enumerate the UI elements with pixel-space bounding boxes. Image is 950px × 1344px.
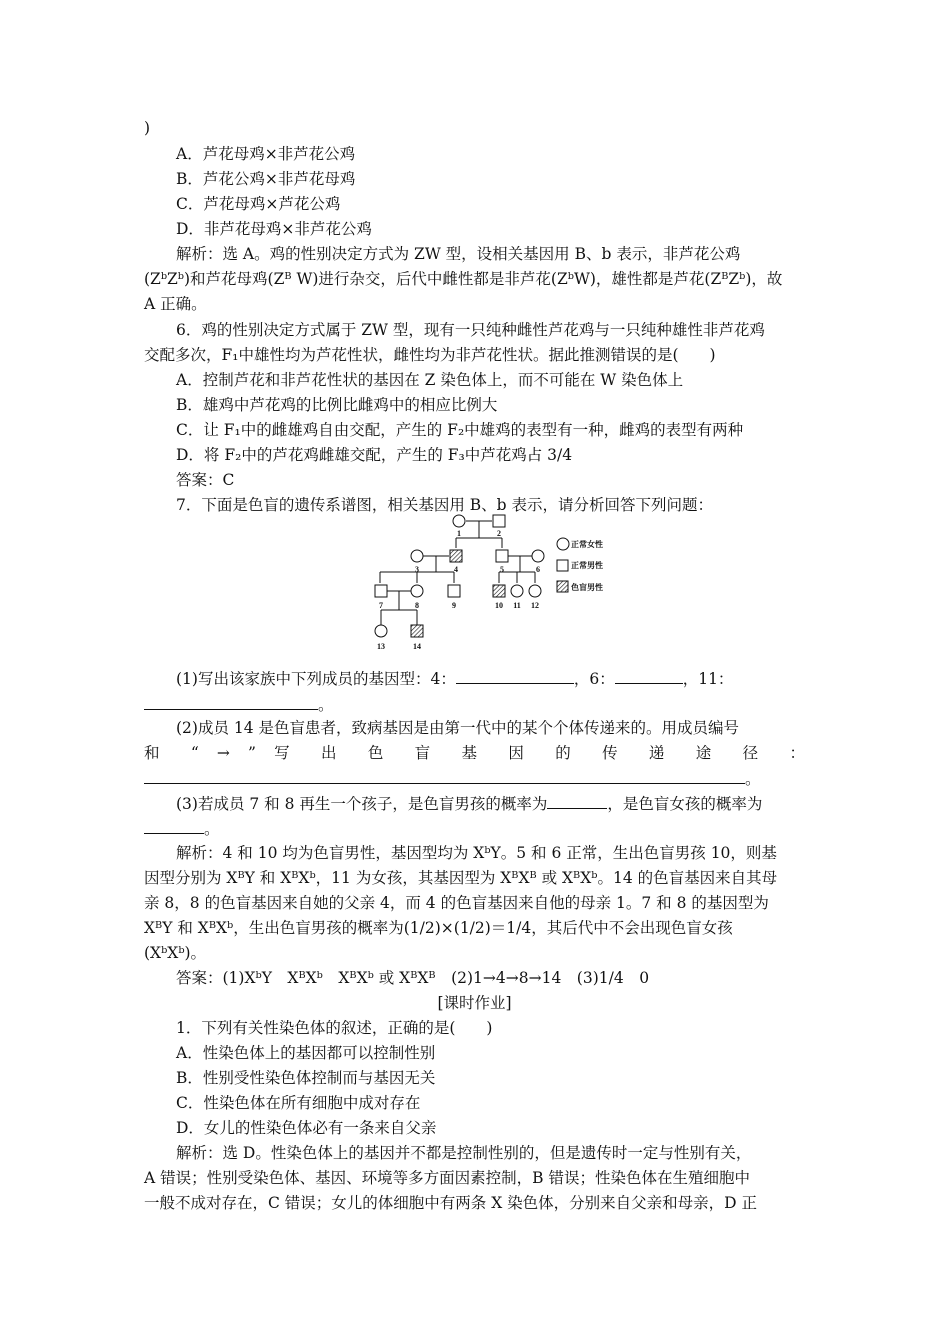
pedigree-label: 10 bbox=[495, 601, 503, 610]
question-text: (1)写出该家族中下列成员的基因型：4： bbox=[176, 670, 456, 688]
question-line: (2)成员 14 是色盲患者，致病基因是由第一代中的某个个体传递来的。用成员编号 bbox=[176, 719, 740, 737]
analysis-line: 亲 8，8 的色盲基因来自她的父亲 4，而 4 的色盲基因来自他的母亲 1。7 和 8 的基因型为 bbox=[144, 894, 769, 912]
answer-blank bbox=[615, 668, 683, 684]
analysis-line: 解析：选 A。鸡的性别决定方式为 ZW 型，设相关基因用 B、b 表示，非芦花公鸡 bbox=[176, 245, 741, 263]
question-line: 和 “ → ” 写 出 色 盲 基 因 的 传 递 途 径 ： bbox=[144, 744, 805, 762]
pedigree-label: 1 bbox=[457, 529, 461, 538]
question-line: 7．下面是色盲的遗传系谱图，相关基因用 B、b 表示，请分析回答下列问题： bbox=[176, 496, 714, 514]
question-line: 1．下列有关性染色体的叙述，正确的是( ) bbox=[176, 1019, 493, 1037]
question-text: ，11： bbox=[682, 670, 734, 688]
analysis-line: (XᵇXᵇ)。 bbox=[144, 944, 207, 962]
analysis-line: XᴮY 和 XᴮXᵇ，生出色盲男孩的概率为(1/2)×(1/2)＝1/4，其后代中不会出现色盲女孩 bbox=[144, 919, 733, 937]
pedigree-label: 4 bbox=[454, 565, 458, 574]
pedigree-member-3 bbox=[411, 550, 423, 562]
question-line bbox=[144, 768, 761, 789]
option-line: C．让 F₁中的雌雄鸡自由交配，产生的 F₂中雄鸡的表型有一种，雌鸡的表型有两种 bbox=[176, 421, 744, 439]
option-line: B．芦花公鸡×非芦花母鸡 bbox=[176, 170, 356, 188]
option-line: A．芦花母鸡×非芦花公鸡 bbox=[176, 145, 356, 163]
question-line bbox=[144, 818, 220, 839]
pedigree-label: 14 bbox=[413, 642, 421, 651]
pedigree-member-11 bbox=[511, 585, 523, 597]
pedigree-label: 7 bbox=[379, 601, 383, 610]
pedigree-label: 13 bbox=[377, 642, 385, 651]
pedigree-label: 2 bbox=[497, 529, 501, 538]
pedigree-label: 6 bbox=[536, 565, 540, 574]
answer-blank bbox=[144, 818, 204, 834]
option-line: C．性染色体在所有细胞中成对存在 bbox=[176, 1094, 421, 1112]
pedigree-chart bbox=[360, 512, 630, 654]
legend-female-icon bbox=[557, 538, 569, 550]
pedigree-label: 8 bbox=[415, 601, 419, 610]
question-line bbox=[176, 793, 762, 814]
option-line: B．雄鸡中芦花鸡的比例比雌鸡中的相应比例大 bbox=[176, 396, 498, 414]
pedigree-label: 12 bbox=[531, 601, 539, 610]
pedigree-member-1 bbox=[453, 515, 465, 527]
option-line: C．芦花母鸡×芦花公鸡 bbox=[176, 195, 341, 213]
analysis-line: 一般不成对存在，C 错误；女儿的体细胞中有两条 X 染色体，分别来自父亲和母亲，D 正 bbox=[144, 1194, 758, 1212]
pedigree-label: 3 bbox=[415, 565, 419, 574]
pedigree-member-14 bbox=[411, 625, 423, 637]
option-line: D．非芦花母鸡×非芦花公鸡 bbox=[176, 220, 372, 238]
analysis-line: 因型分别为 XᴮY 和 XᴮXᵇ，11 为女孩，其基因型为 XᴮXᴮ 或 XᴮXᵇ。14 的色盲基因来自其母 bbox=[144, 869, 778, 887]
legend-label: 正常男性 bbox=[571, 561, 603, 570]
option-line: D．女儿的性染色体必有一条来自父亲 bbox=[176, 1119, 437, 1137]
text-line: ) bbox=[144, 119, 151, 137]
question-text: (3)若成员 7 和 8 再生一个孩子，是色盲男孩的概率为 bbox=[176, 795, 548, 813]
pedigree-member-7 bbox=[375, 585, 387, 597]
answer-blank bbox=[144, 768, 745, 784]
answer-blank bbox=[456, 668, 574, 684]
legend-male-icon bbox=[557, 560, 568, 571]
analysis-line: A 错误；性别受染色体、基因、环境等多方面因素控制，B 错误；性染色体在生殖细胞中 bbox=[144, 1169, 750, 1187]
pedigree-member-10 bbox=[493, 585, 505, 597]
pedigree-member-2 bbox=[493, 515, 505, 527]
pedigree-member-12 bbox=[529, 585, 541, 597]
question-text: 。 bbox=[318, 696, 334, 714]
legend-label: 正常女性 bbox=[571, 540, 603, 549]
pedigree-label: 11 bbox=[513, 601, 521, 610]
pedigree-member-9 bbox=[448, 585, 460, 597]
option-line: A．控制芦花和非芦花性状的基因在 Z 染色体上，而不可能在 W 染色体上 bbox=[176, 371, 684, 389]
question-text: 。 bbox=[745, 770, 761, 788]
legend-colorblind-icon bbox=[557, 581, 568, 592]
option-line: A．性染色体上的基因都可以控制性别 bbox=[176, 1044, 436, 1062]
answer-blank bbox=[144, 694, 318, 710]
question-line bbox=[176, 668, 733, 689]
question-line bbox=[144, 694, 334, 715]
analysis-line: A 正确。 bbox=[144, 295, 207, 313]
pedigree-member-8 bbox=[411, 585, 423, 597]
analysis-line: 解析：选 D。性染色体上的基因并不都是控制性别的，但是遗传时一定与性别有关， bbox=[176, 1144, 752, 1162]
section-heading: [课时作业] bbox=[437, 994, 512, 1012]
question-line: 交配多次，F₁中雄性均为芦花性状，雌性均为非芦花性状。据此推测错误的是( ) bbox=[144, 346, 716, 364]
pedigree-label: 9 bbox=[452, 601, 456, 610]
pedigree-member-5 bbox=[496, 550, 508, 562]
option-line: B．性别受性染色体控制而与基因无关 bbox=[176, 1069, 436, 1087]
answer-line: 答案：(1)XᵇY XᴮXᵇ XᴮXᵇ 或 XᴮXᴮ (2)1→4→8→14 (3)1/4 0 bbox=[176, 969, 650, 987]
analysis-line: (ZᵇZᵇ)和芦花母鸡(Zᴮ W)进行杂交，后代中雌性都是非芦花(ZᵇW)，雄性都是芦花(ZᴮZᵇ)，故 bbox=[144, 270, 783, 288]
question-line: 6．鸡的性别决定方式属于 ZW 型，现有一只纯种雌性芦花鸡与一只纯种雄性非芦花鸡 bbox=[176, 321, 765, 339]
question-text: ，6： bbox=[573, 670, 615, 688]
analysis-line: 解析：4 和 10 均为色盲男性，基因型均为 XᵇY。5 和 6 正常，生出色盲男孩 10，则基 bbox=[176, 844, 777, 862]
pedigree-member-6 bbox=[532, 550, 544, 562]
legend-label: 色盲男性 bbox=[571, 583, 603, 592]
question-text: 。 bbox=[204, 820, 220, 838]
answer-line: 答案：C bbox=[176, 471, 235, 489]
answer-blank bbox=[547, 793, 607, 809]
pedigree-member-13 bbox=[375, 625, 387, 637]
option-line: D．将 F₂中的芦花鸡雌雄交配，产生的 F₃中芦花鸡占 3/4 bbox=[176, 446, 573, 464]
pedigree-label: 5 bbox=[500, 565, 504, 574]
question-text: ，是色盲女孩的概率为 bbox=[607, 795, 763, 813]
pedigree-member-4 bbox=[450, 550, 462, 562]
